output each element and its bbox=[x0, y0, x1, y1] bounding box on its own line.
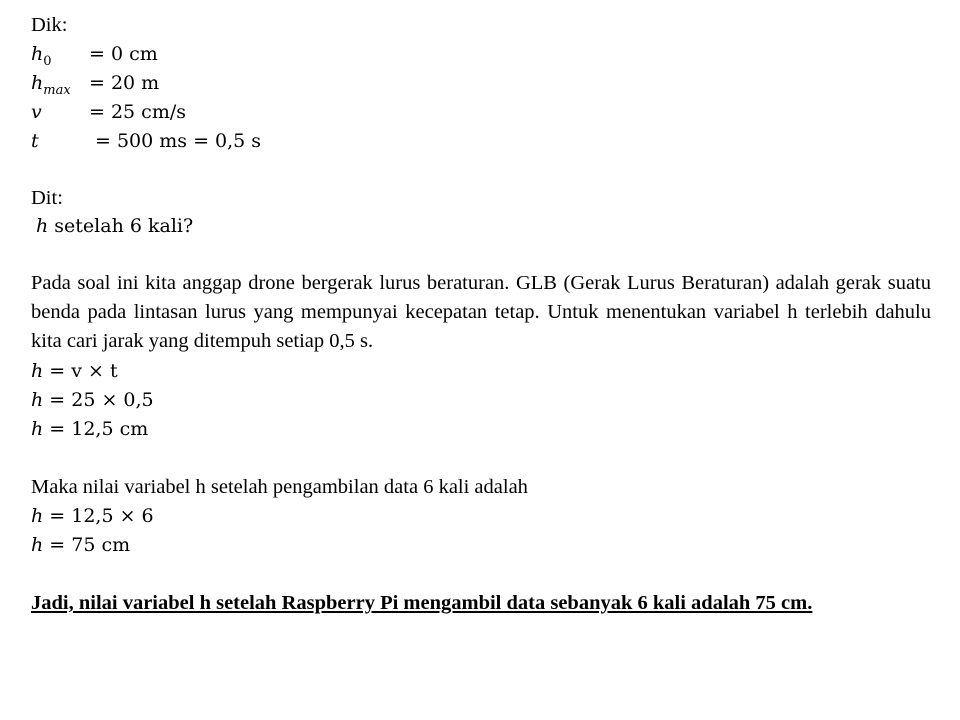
given-value: = 20 m bbox=[89, 72, 160, 94]
equation-rhs: = 25 × 0,5 bbox=[49, 389, 154, 411]
given-row-hmax bbox=[31, 69, 331, 100]
equation-rhs: = 12,5 × 6 bbox=[49, 505, 154, 527]
given-symbol: h bbox=[31, 72, 44, 94]
explanation-paragraph: Pada soal ini kita anggap drone bergerak lurus beraturan. GLB (Gerak Lurus Beraturan) adalah gerak suatu benda pada lintasan lurus yang mempunyai kecepatan tetap. Untuk menentukan variabel h terlebih dahulu kita cari jarak yang ditempuh setiap 0,5 s. bbox=[31, 272, 931, 352]
equation-rhs: = 12,5 cm bbox=[49, 418, 149, 440]
asked-title: Dit: bbox=[31, 187, 63, 209]
given-value: = 0 cm bbox=[89, 43, 158, 65]
asked-symbol: h bbox=[36, 215, 49, 237]
given-symbol: h bbox=[31, 43, 44, 65]
given-subscript: 0 bbox=[43, 54, 52, 69]
given-row-t bbox=[31, 127, 331, 155]
given-value: = 25 cm/s bbox=[89, 101, 186, 123]
equation-rhs: = 75 cm bbox=[49, 534, 131, 556]
result-equation: h = 75 cm bbox=[31, 534, 131, 556]
given-row-h0 bbox=[31, 40, 331, 71]
given-row-v bbox=[31, 98, 331, 126]
explanation-equation: h = 25 × 0,5 bbox=[31, 389, 154, 411]
given-title: Dik: bbox=[31, 14, 68, 36]
equation-rhs: = v × t bbox=[49, 360, 118, 382]
given-value: = 500 ms = 0,5 s bbox=[95, 130, 262, 152]
asked-text: setelah 6 kali? bbox=[54, 215, 194, 237]
explanation-equation: h = 12,5 cm bbox=[31, 418, 149, 440]
asked-question bbox=[36, 212, 193, 240]
given-symbol: t bbox=[31, 130, 39, 152]
explanation-equation: h = v × t bbox=[31, 360, 118, 382]
conclusion-text: Jadi, nilai variabel h setelah Raspberry Pi mengambil data sebanyak 6 kali adalah 75 cm. bbox=[31, 592, 813, 614]
given-subscript: max bbox=[43, 83, 71, 98]
result-text: Maka nilai variabel h setelah pengambilan data 6 kali adalah bbox=[31, 476, 528, 498]
given-symbol: v bbox=[31, 101, 42, 123]
result-equation: h = 12,5 × 6 bbox=[31, 505, 154, 527]
